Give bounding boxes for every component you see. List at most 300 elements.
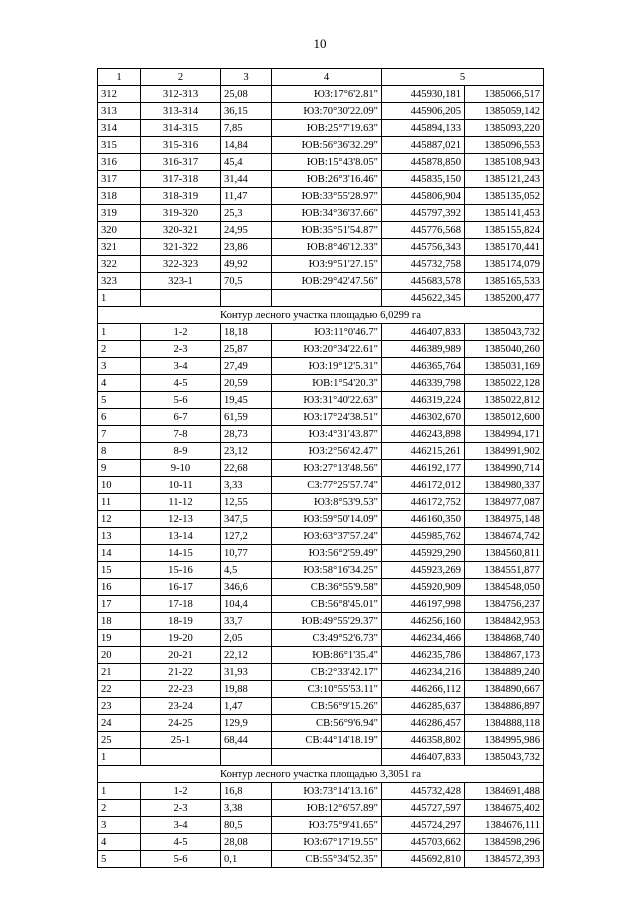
cell-coord-y: 1385040,260 [465,341,544,358]
cell-segment: 21-22 [141,664,221,681]
cell-length: 22,12 [221,647,272,664]
section-header-row [98,766,544,783]
header-cell: 3 [221,69,272,86]
cell-length: 23,86 [221,239,272,256]
cell-segment: 316-317 [141,154,221,171]
section-title: Контур лесного участка площадью 3,3051 га [98,766,544,783]
cell-bearing: СВ:44°14'18.19" [272,732,382,749]
cell-coord-y: 1384674,742 [465,528,544,545]
cell-point-number: 17 [98,596,141,613]
cell-length: 28,08 [221,834,272,851]
cell-bearing: ЮВ:15°43'8.05" [272,154,382,171]
cell-point-number: 319 [98,205,141,222]
cell-segment: 319-320 [141,205,221,222]
cell-coord-y: 1385135,052 [465,188,544,205]
cell-bearing: СЗ:77°25'57.74" [272,477,382,494]
cell-segment: 7-8 [141,426,221,443]
cell-segment: 8-9 [141,443,221,460]
header-row [98,69,544,86]
cell-coord-x: 445920,909 [382,579,465,596]
cell-coord-y: 1384889,240 [465,664,544,681]
cell-point-number: 18 [98,613,141,630]
cell-coord-y: 1384977,087 [465,494,544,511]
cell-point-number: 4 [98,375,141,392]
cell-bearing: ЮВ:49°55'29.37" [272,613,382,630]
cell-coord-y: 1385022,128 [465,375,544,392]
table-body [98,69,544,868]
cell-point-number: 25 [98,732,141,749]
table-row [98,647,544,664]
cell-segment: 3-4 [141,358,221,375]
cell-coord-y: 1384572,393 [465,851,544,868]
cell-coord-x: 445622,345 [382,290,465,307]
cell-coord-x: 446358,802 [382,732,465,749]
cell-segment: 4-5 [141,375,221,392]
cell-bearing: СВ:2°33'42.17" [272,664,382,681]
cell-point-number: 1 [98,783,141,800]
cell-length: 80,5 [221,817,272,834]
table-row [98,120,544,137]
cell-length: 12,55 [221,494,272,511]
cell-point-number: 2 [98,800,141,817]
cell-coord-y: 1385043,732 [465,324,544,341]
cell-bearing [272,749,382,766]
cell-length: 14,84 [221,137,272,154]
cell-coord-y: 1384756,237 [465,596,544,613]
cell-coord-x: 445894,133 [382,120,465,137]
cell-coord-x: 445929,290 [382,545,465,562]
cell-length: 19,88 [221,681,272,698]
table-row [98,375,544,392]
cell-point-number: 320 [98,222,141,239]
cell-point-number: 317 [98,171,141,188]
table-row [98,154,544,171]
cell-length: 28,73 [221,426,272,443]
cell-segment: 24-25 [141,715,221,732]
cell-length: 24,95 [221,222,272,239]
cell-length [221,749,272,766]
cell-bearing: ЮЗ:70°30'22.09" [272,103,382,120]
cell-coord-x: 446256,160 [382,613,465,630]
cell-coord-x: 445732,428 [382,783,465,800]
cell-length: 10,77 [221,545,272,562]
cell-bearing: ЮВ:56°36'32.29" [272,137,382,154]
cell-coord-y: 1384548,050 [465,579,544,596]
cell-coord-y: 1384675,402 [465,800,544,817]
table-row [98,783,544,800]
cell-segment: 314-315 [141,120,221,137]
cell-segment: 19-20 [141,630,221,647]
cell-segment: 322-323 [141,256,221,273]
cell-coord-y: 1384890,667 [465,681,544,698]
cell-bearing: ЮЗ:27°13'48.56" [272,460,382,477]
cell-segment: 5-6 [141,851,221,868]
cell-segment: 1-2 [141,324,221,341]
cell-coord-y: 1385121,243 [465,171,544,188]
cell-point-number: 1 [98,324,141,341]
table-row [98,273,544,290]
cell-segment: 312-313 [141,86,221,103]
cell-point-number: 12 [98,511,141,528]
cell-bearing: ЮЗ:11°0'46.7" [272,324,382,341]
table-row [98,698,544,715]
cell-coord-x: 445776,568 [382,222,465,239]
section-header-row [98,307,544,324]
cell-segment: 313-314 [141,103,221,120]
cell-coord-x: 445732,758 [382,256,465,273]
cell-bearing: СВ:36°55'9.58" [272,579,382,596]
cell-coord-x: 445985,762 [382,528,465,545]
table-row [98,171,544,188]
cell-coord-x: 446339,798 [382,375,465,392]
cell-coord-x: 446235,786 [382,647,465,664]
table-row [98,188,544,205]
cell-point-number: 9 [98,460,141,477]
table-row [98,681,544,698]
cell-point-number: 2 [98,341,141,358]
cell-bearing: ЮВ:34°36'37.66" [272,205,382,222]
cell-bearing: ЮЗ:59°50'14.09" [272,511,382,528]
table-row [98,137,544,154]
cell-coord-y: 1385012,600 [465,409,544,426]
table-row [98,596,544,613]
cell-segment: 3-4 [141,817,221,834]
table-row [98,630,544,647]
cell-segment: 1-2 [141,783,221,800]
table-row [98,732,544,749]
cell-segment: 15-16 [141,562,221,579]
cell-coord-y: 1385174,079 [465,256,544,273]
cell-segment [141,749,221,766]
cell-length: 68,44 [221,732,272,749]
cell-length: 3,38 [221,800,272,817]
cell-coord-x: 445727,597 [382,800,465,817]
cell-length: 18,18 [221,324,272,341]
cell-coord-y: 1384975,148 [465,511,544,528]
cell-segment: 2-3 [141,341,221,358]
cell-bearing: ЮЗ:31°40'22.63" [272,392,382,409]
cell-bearing: ЮЗ:2°56'42.47" [272,443,382,460]
cell-coord-x: 445923,269 [382,562,465,579]
cell-segment: 5-6 [141,392,221,409]
cell-segment: 318-319 [141,188,221,205]
section-title: Контур лесного участка площадью 6,0299 га [98,307,544,324]
table-row [98,205,544,222]
cell-coord-y: 1384842,953 [465,613,544,630]
cell-length: 7,85 [221,120,272,137]
cell-length: 33,7 [221,613,272,630]
cell-bearing: ЮВ:35°51'54.87" [272,222,382,239]
table-row [98,103,544,120]
cell-length: 61,59 [221,409,272,426]
cell-point-number: 13 [98,528,141,545]
table-row [98,341,544,358]
cell-coord-y: 1385022,812 [465,392,544,409]
cell-coord-x: 446266,112 [382,681,465,698]
cell-segment: 23-24 [141,698,221,715]
cell-coord-x: 446192,177 [382,460,465,477]
cell-point-number: 4 [98,834,141,851]
cell-coord-x: 445887,021 [382,137,465,154]
cell-segment: 12-13 [141,511,221,528]
cell-length: 70,5 [221,273,272,290]
cell-coord-y: 1385108,943 [465,154,544,171]
table-row [98,613,544,630]
cell-coord-y: 1385031,169 [465,358,544,375]
cell-coord-x: 446407,833 [382,749,465,766]
cell-point-number: 3 [98,817,141,834]
table-row [98,358,544,375]
cell-length: 36,15 [221,103,272,120]
cell-coord-x: 446319,224 [382,392,465,409]
cell-segment: 22-23 [141,681,221,698]
cell-coord-y: 1385165,533 [465,273,544,290]
cell-point-number: 5 [98,392,141,409]
cell-point-number: 8 [98,443,141,460]
cell-segment: 10-11 [141,477,221,494]
cell-coord-y: 1384991,902 [465,443,544,460]
cell-length: 20,59 [221,375,272,392]
cell-coord-y: 1384691,488 [465,783,544,800]
cell-point-number: 10 [98,477,141,494]
cell-coord-x: 446234,466 [382,630,465,647]
cell-segment: 20-21 [141,647,221,664]
cell-coord-y: 1385170,441 [465,239,544,256]
cell-bearing [272,290,382,307]
table-row [98,562,544,579]
table-row [98,86,544,103]
cell-bearing: ЮЗ:63°37'57.24" [272,528,382,545]
cell-segment [141,290,221,307]
cell-segment: 18-19 [141,613,221,630]
cell-coord-x: 446407,833 [382,324,465,341]
cell-length: 1,47 [221,698,272,715]
cell-bearing: ЮЗ:17°6'2.81" [272,86,382,103]
cell-coord-y: 1384980,337 [465,477,544,494]
cell-length: 129,9 [221,715,272,732]
cell-bearing: ЮЗ:58°16'34.25" [272,562,382,579]
cell-coord-y: 1385093,220 [465,120,544,137]
cell-length: 346,6 [221,579,272,596]
cell-length: 11,47 [221,188,272,205]
cell-segment: 4-5 [141,834,221,851]
cell-segment: 13-14 [141,528,221,545]
cell-bearing: ЮЗ:67°17'19.55" [272,834,382,851]
cell-coord-x: 445930,181 [382,86,465,103]
cell-length [221,290,272,307]
table-row [98,749,544,766]
cell-coord-x: 445724,297 [382,817,465,834]
cell-point-number: 24 [98,715,141,732]
cell-bearing: ЮВ:12°6'57.89" [272,800,382,817]
cell-bearing: СЗ:10°55'53.11" [272,681,382,698]
cell-segment: 2-3 [141,800,221,817]
cell-coord-x: 445835,150 [382,171,465,188]
cell-coord-y: 1384598,296 [465,834,544,851]
table-row [98,392,544,409]
cell-coord-x: 446197,998 [382,596,465,613]
cell-point-number: 322 [98,256,141,273]
cell-bearing: СВ:55°34'52.35" [272,851,382,868]
cell-segment: 14-15 [141,545,221,562]
cell-length: 31,44 [221,171,272,188]
cell-segment: 17-18 [141,596,221,613]
cell-bearing: СВ:56°9'6.94" [272,715,382,732]
cell-segment: 320-321 [141,222,221,239]
cell-bearing: ЮЗ:17°24'38.51" [272,409,382,426]
cell-bearing: ЮЗ:20°34'22.61" [272,341,382,358]
cell-coord-y: 1385096,553 [465,137,544,154]
cell-point-number: 20 [98,647,141,664]
cell-coord-y: 1385155,824 [465,222,544,239]
cell-bearing: ЮВ:8°46'12.33" [272,239,382,256]
cell-length: 27,49 [221,358,272,375]
cell-point-number: 318 [98,188,141,205]
cell-coord-x: 445756,343 [382,239,465,256]
cell-length: 127,2 [221,528,272,545]
table-row [98,460,544,477]
table-row [98,817,544,834]
table-row [98,494,544,511]
cell-segment: 16-17 [141,579,221,596]
cell-coord-y: 1385200,477 [465,290,544,307]
table-row [98,851,544,868]
cell-length: 104,4 [221,596,272,613]
cell-point-number: 22 [98,681,141,698]
cell-bearing: ЮВ:1°54'20.3" [272,375,382,392]
cell-segment: 315-316 [141,137,221,154]
cell-coord-x: 445683,578 [382,273,465,290]
cell-coord-x: 446172,012 [382,477,465,494]
cell-point-number: 313 [98,103,141,120]
cell-point-number: 15 [98,562,141,579]
cell-length: 4,5 [221,562,272,579]
cell-coord-y: 1384551,877 [465,562,544,579]
cell-point-number: 16 [98,579,141,596]
cell-coord-x: 445703,662 [382,834,465,851]
cell-point-number: 316 [98,154,141,171]
cell-segment: 11-12 [141,494,221,511]
cell-bearing: ЮВ:33°55'28.97" [272,188,382,205]
table-row [98,579,544,596]
table-row [98,222,544,239]
cell-point-number: 23 [98,698,141,715]
cell-coord-x: 446302,670 [382,409,465,426]
cell-coord-y: 1385066,517 [465,86,544,103]
cell-bearing: ЮЗ:8°53'9.53" [272,494,382,511]
cell-bearing: СЗ:49°52'6.73" [272,630,382,647]
cell-length: 45,4 [221,154,272,171]
table-row [98,290,544,307]
cell-coord-y: 1384994,171 [465,426,544,443]
cell-coord-x: 445797,392 [382,205,465,222]
cell-length: 25,3 [221,205,272,222]
cell-segment: 6-7 [141,409,221,426]
cell-coord-x: 445878,850 [382,154,465,171]
cell-length: 25,08 [221,86,272,103]
cell-point-number: 3 [98,358,141,375]
table-row [98,511,544,528]
cell-length: 31,93 [221,664,272,681]
cell-coord-x: 446389,989 [382,341,465,358]
cell-coord-x: 446243,898 [382,426,465,443]
cell-segment: 317-318 [141,171,221,188]
cell-point-number: 1 [98,749,141,766]
cell-point-number: 5 [98,851,141,868]
boundary-coordinates-table [97,68,544,868]
cell-length: 0,1 [221,851,272,868]
cell-coord-x: 446215,261 [382,443,465,460]
cell-coord-y: 1385141,453 [465,205,544,222]
cell-coord-y: 1384560,811 [465,545,544,562]
cell-bearing: ЮЗ:9°51'27.15" [272,256,382,273]
cell-bearing: ЮЗ:75°9'41.65" [272,817,382,834]
header-cell: 1 [98,69,141,86]
cell-coord-y: 1384676,111 [465,817,544,834]
cell-bearing: ЮВ:26°3'16.46" [272,171,382,188]
cell-length: 19,45 [221,392,272,409]
cell-segment: 25-1 [141,732,221,749]
cell-point-number: 314 [98,120,141,137]
cell-coord-y: 1384886,897 [465,698,544,715]
cell-point-number: 1 [98,290,141,307]
cell-length: 2,05 [221,630,272,647]
cell-point-number: 312 [98,86,141,103]
cell-bearing: СВ:56°8'45.01" [272,596,382,613]
cell-length: 3,33 [221,477,272,494]
cell-segment: 321-322 [141,239,221,256]
table-row [98,664,544,681]
cell-coord-x: 446286,457 [382,715,465,732]
table-row [98,545,544,562]
cell-coord-x: 446285,637 [382,698,465,715]
cell-point-number: 6 [98,409,141,426]
cell-point-number: 14 [98,545,141,562]
cell-point-number: 19 [98,630,141,647]
header-cell: 4 [272,69,382,86]
cell-bearing: ЮЗ:4°31'43.87" [272,426,382,443]
cell-length: 347,5 [221,511,272,528]
cell-point-number: 7 [98,426,141,443]
cell-coord-x: 445806,904 [382,188,465,205]
cell-bearing: ЮВ:86°1'35.4" [272,647,382,664]
cell-coord-x: 445906,205 [382,103,465,120]
cell-segment: 9-10 [141,460,221,477]
header-cell: 2 [141,69,221,86]
cell-segment: 323-1 [141,273,221,290]
cell-bearing: ЮЗ:73°14'13.16" [272,783,382,800]
table-row [98,443,544,460]
cell-point-number: 315 [98,137,141,154]
table-row [98,426,544,443]
page-number: 10 [313,36,327,51]
cell-coord-y: 1384995,986 [465,732,544,749]
table-row [98,800,544,817]
cell-coord-x: 446365,764 [382,358,465,375]
cell-point-number: 323 [98,273,141,290]
cell-bearing: ЮВ:29°42'47.56" [272,273,382,290]
cell-coord-x: 445692,810 [382,851,465,868]
header-cell: 5 [382,69,544,86]
cell-bearing: СВ:56°9'15.26" [272,698,382,715]
table-row [98,715,544,732]
cell-coord-x: 446172,752 [382,494,465,511]
table-row [98,239,544,256]
cell-coord-y: 1385043,732 [465,749,544,766]
cell-point-number: 321 [98,239,141,256]
cell-point-number: 21 [98,664,141,681]
table-row [98,324,544,341]
